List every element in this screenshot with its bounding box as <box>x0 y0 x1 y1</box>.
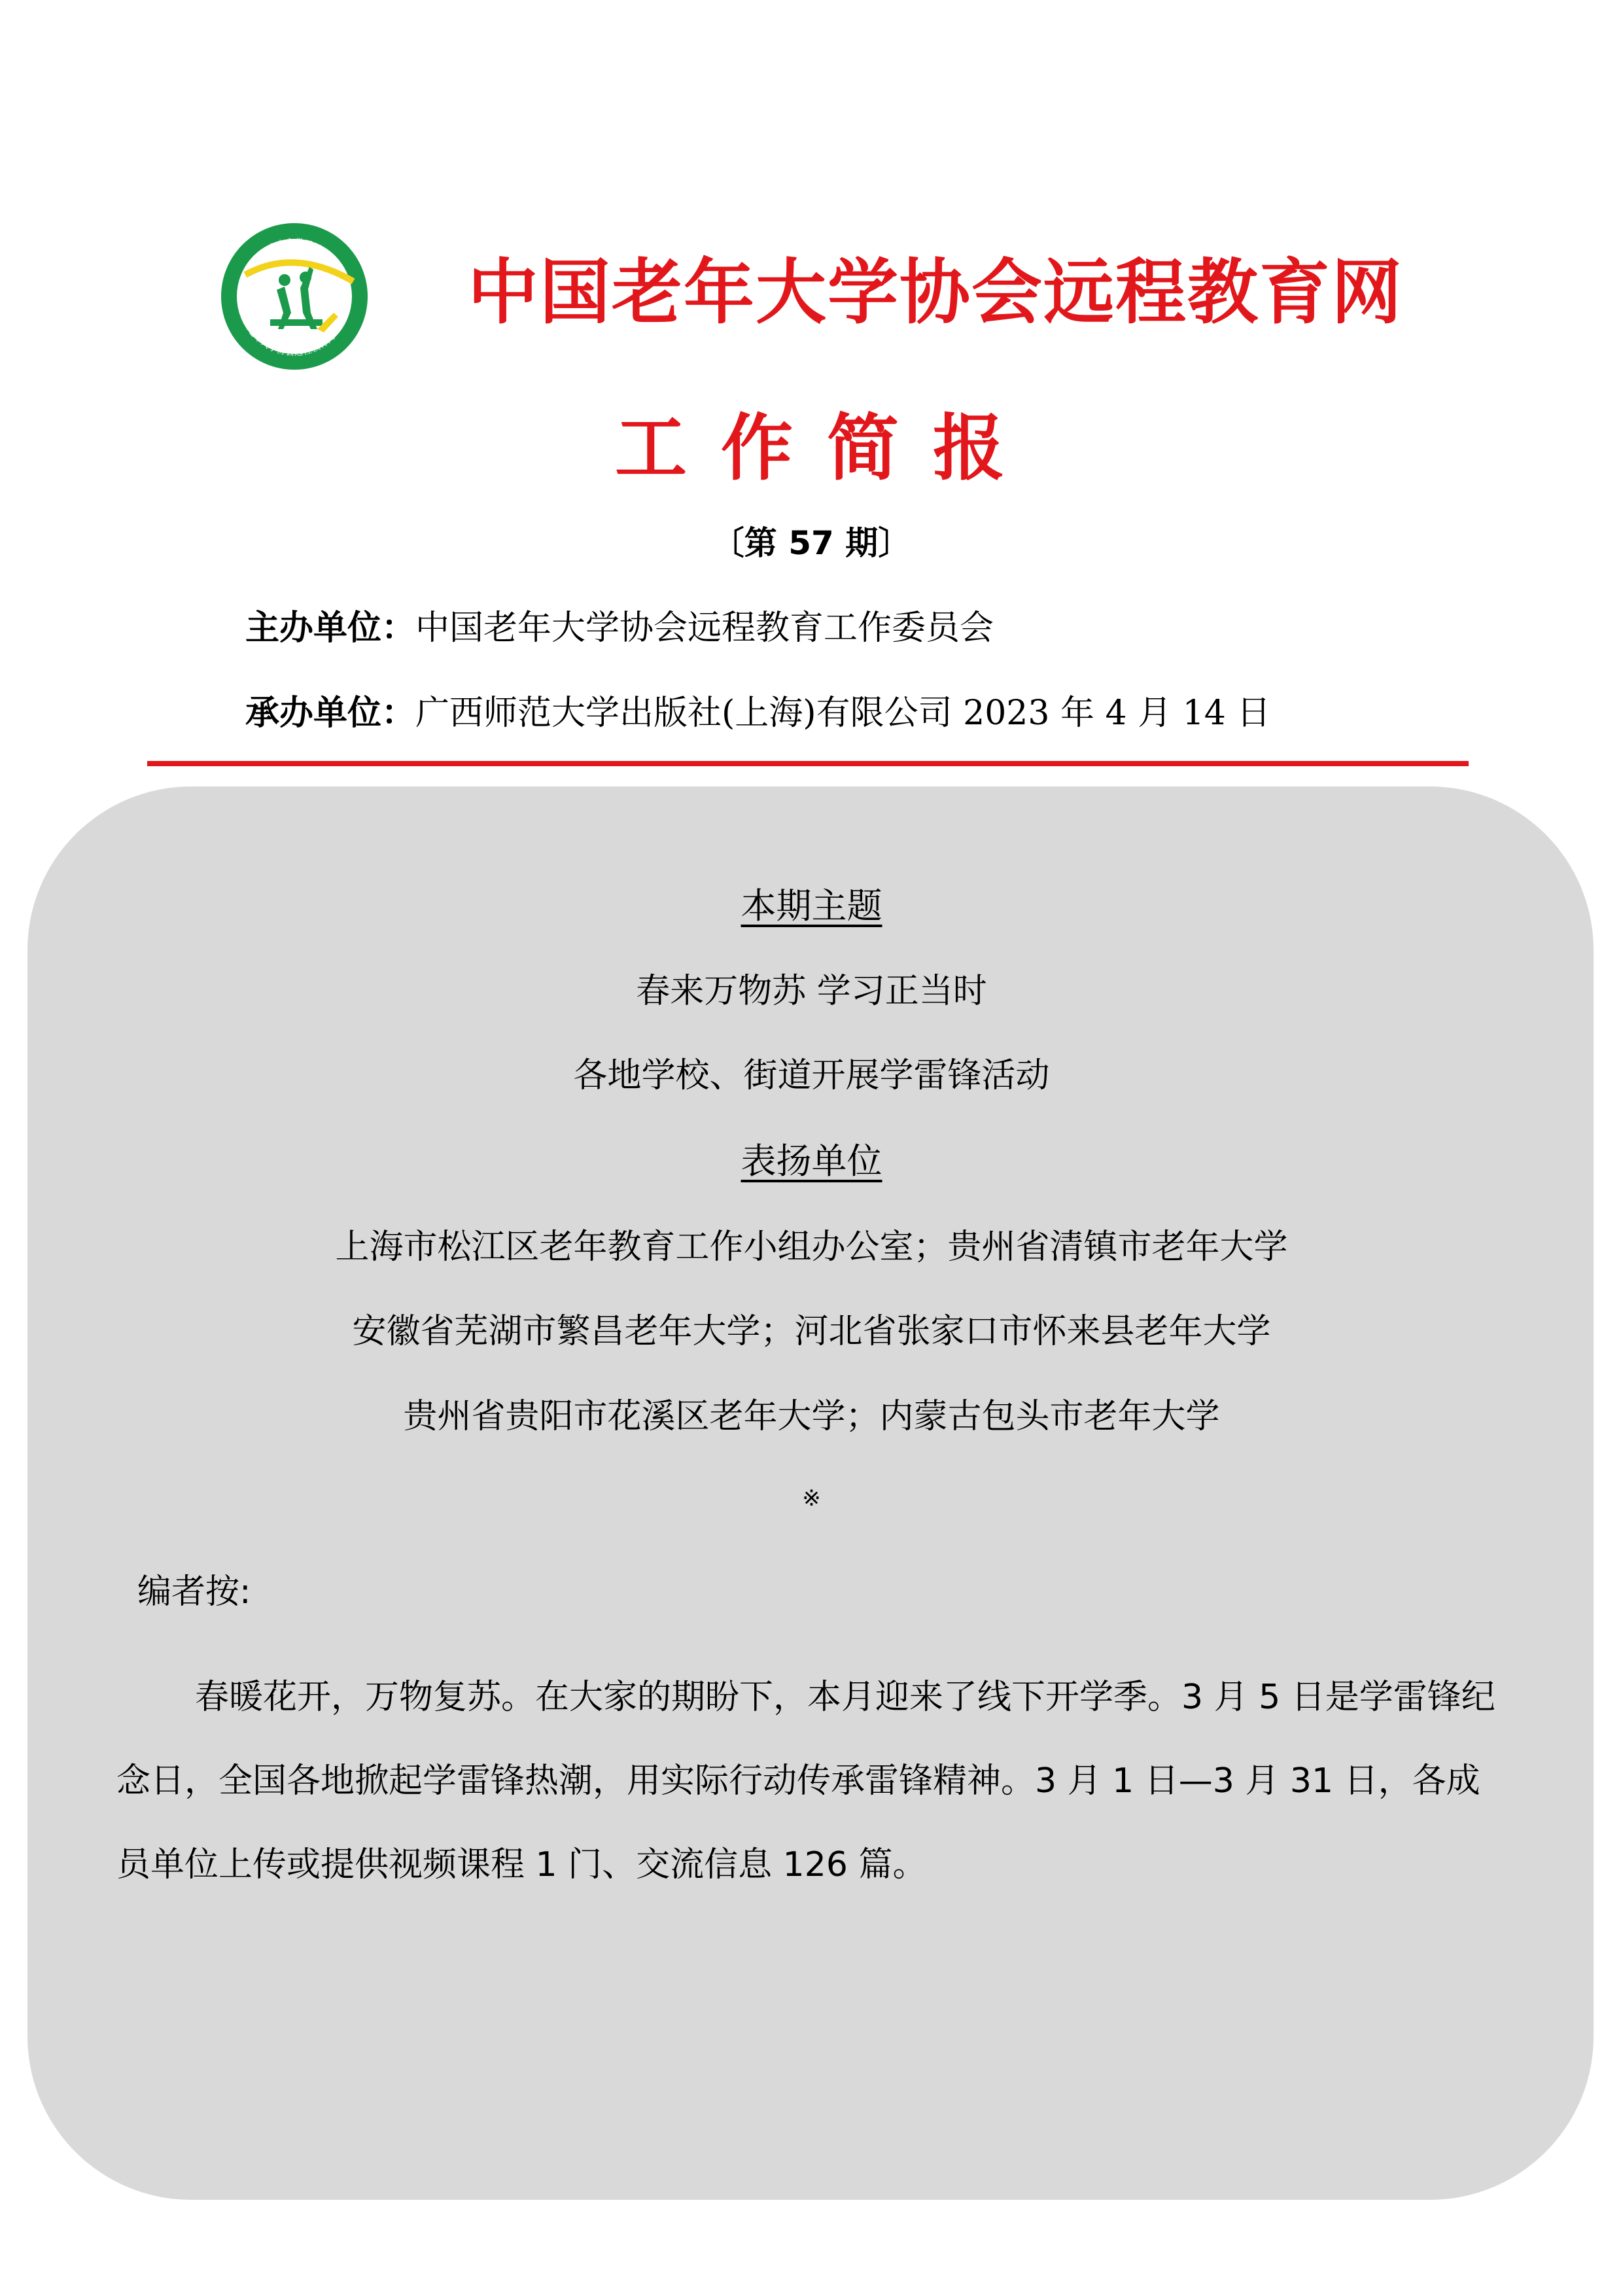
host-unit-label: 主办单位： <box>245 609 416 648</box>
svg-text:老年人自主学习平台: 老年人自主学习平台 <box>252 237 330 265</box>
section-separator: ※ <box>802 1485 821 1511</box>
organizer-unit-value: 广西师范大学出版社(上海)有限公司 2023 年 4 月 14 日 <box>415 694 1271 733</box>
organizer-unit-label: 承办单位： <box>245 694 416 733</box>
organizer-unit-line <box>245 687 1410 739</box>
theme-heading: 本期主题 <box>741 885 882 927</box>
theme-line: 各地学校、街道开展学雷锋活动 <box>573 1056 1050 1095</box>
commendation-line: 上海市松江区老年教育工作小组办公室；贵州省清镇市老年大学 <box>335 1227 1288 1267</box>
editor-note-paragraph: 春暖花开，万物复苏。在大家的期盼下，本月迎来了线下开学季。3 月 5 日是学雷锋纪念日，全国各地掀起学雷锋热潮，用实际行动传承雷锋精神。3 月 1 日—3 月 31 日，各成员单位上传或提供视频课程 1 门、交流信息 126 篇。 <box>116 1678 1495 1884</box>
org-logo <box>219 221 370 372</box>
host-unit-value: 中国老年大学协会远程教育工作委员会 <box>415 609 994 648</box>
commendation-heading: 表扬单位 <box>741 1140 882 1182</box>
commendation-line: 安徽省芜湖市繁昌老年大学；河北省张家口市怀来县老年大学 <box>352 1312 1271 1351</box>
issue-number: 〔第 57 期〕 <box>711 524 911 562</box>
header-divider <box>147 761 1469 766</box>
svg-text:中国老年大学协会远程教育网: 中国老年大学协会远程教育网 <box>237 311 338 359</box>
commendation-line: 贵州省贵阳市花溪区老年大学；内蒙古包头市老年大学 <box>403 1397 1220 1436</box>
bulletin-title: 工作简报 <box>615 406 1039 490</box>
theme-line: 春来万物苏 学习正当时 <box>636 972 987 1011</box>
host-unit-line <box>245 602 1410 654</box>
org-title: 中国老年大学协会远程教育网 <box>468 252 1404 334</box>
editor-note-label: 编者按: <box>137 1572 251 1612</box>
